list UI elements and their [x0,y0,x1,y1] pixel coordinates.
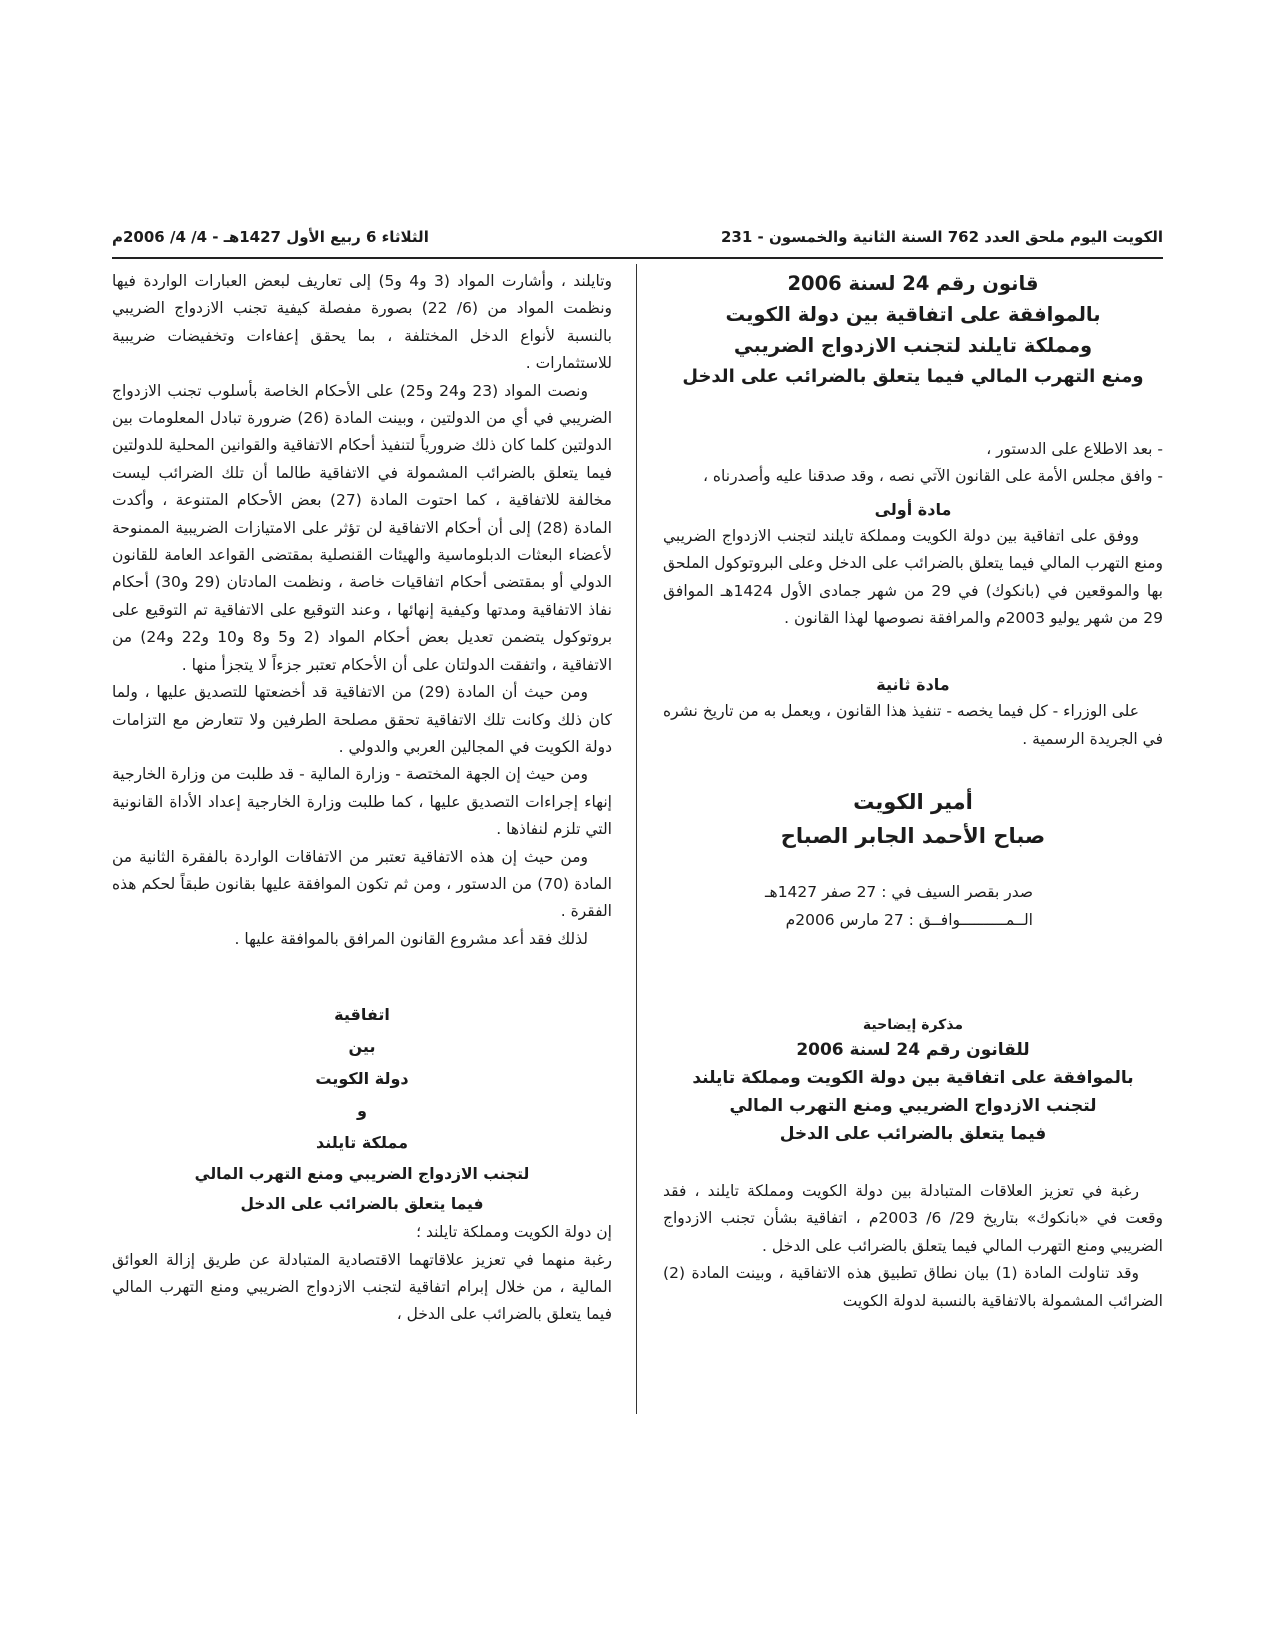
memo-paragraph: رغبة في تعزيز العلاقات المتبادلة بين دولة الكويت ومملكة تايلند ، فقد وقعت في «بانكوك» بتاريخ 29/ 6/ 2003م ، اتفاقية بشأن تجنب الازدواج الضريبي ومنع التهرب المالي فيما يتعلق بالضرائب على الدخل . [663,1182,1164,1255]
agreement-title-line: مملكة تايلند [315,1133,409,1153]
memo-paragraph: ومن حيث إن الجهة المختصة - وزارة المالية - قد طلبت من وزارة الخارجية إنهاء إجراءات التصديق عليها ، كما طلبت وزارة الخارجية إعداد الأداة القانونية التي تلزم لنفاذها . [112,765,612,839]
agreement-intro: رغبة منهما في تعزيز علاقاتهما الاقتصادية المتبادلة عن طريق إزالة العوائق المالية ، من خلال إبرام اتفاقية لتجنب الازدواج الضريبي ومنع التهرب المالي فيما يتعلق بالضرائب على الدخل ، [112,1250,612,1324]
agreement-title-line: بين [348,1037,376,1057]
memo-paragraph: ومن حيث أن المادة (29) من الاتفاقية قد أخضعتها للتصديق عليها ، ولما كان ذلك وكانت تلك الاتفاقية تحقق مصلحة الطرفين ولا تتعارض مع التزامات دولة الكويت في المجالين العربي والدولي . [112,683,612,756]
signature-name: صباح الأحمد الجابر الصباح [780,824,1046,849]
agreement-title-line: دولة الكويت [315,1069,409,1089]
issued-gregorian-date: الــمــــــــــوافــق : 27 مارس 2006م [785,910,1033,929]
issued-place-date: صدر بقصر السيف في : 27 صفر 1427هـ [764,883,1033,902]
memo-title: للقانون رقم 24 لسنة 2006 [796,1040,1030,1061]
agreement-title-line: و [357,1101,367,1121]
header-date: الثلاثاء 6 ربيع الأول 1427هـ - 4/ 4/ 2006م [112,228,429,246]
memo-paragraph: ونصت المواد (23 و24 و25) على الأحكام الخاصة بأسلوب تجنب الازدواج الضريبي في أي من الدولتين ، وبينت المادة (26) ضرورة تبادل المعلومات بين الدولتين كلما كان ذلك ضرورياً لتنفيذ أحكام الاتفاقية والقوانين المحلية للدولتين فيما يتعلق بالضرائب المشمولة في الاتفاقية طالما أن تلك الضرائب ليست مخالفة للاتفاقية ، كما احتوت المادة (27) بعض الأحكام المتنوعة ، وأكدت المادة (28) إلى أن أحكام الاتفاقية لن تؤثر على الامتيازات الضريبية الممنوحة لأعضاء البعثات الدبلوماسية والهيئات القنصلية بمقتضى القواعد العامة للقانون الدولي أو بمقتضى أحكام اتفاقيات خاصة ، ونظمت المادتان (29 و30) أحكام نفاذ الاتفاقية ومدتها وكيفية إنهائها ، وعند التوقيع على الاتفاقية تم التوقيع على بروتوكول يتضمن تعديل بعض أحكام المواد (2 و5 و8 و10 و22 و24) من الاتفاقية ، واتفقت الدولتان على أن الأحكام تعتبر جزءاً لا يتجزأ منها . [112,381,613,674]
law-subtitle-line: بالموافقة على اتفاقية بين دولة الكويت [725,303,1101,326]
memo-paragraph: وقد تناولت المادة (1) بيان نطاق تطبيق هذه الاتفاقية ، وبينت المادة (2) الضرائب المشمولة بالاتفاقية بالنسبة لدولة الكويت [663,1264,1163,1310]
article-text: على الوزراء - كل فيما يخصه - تنفيذ هذا القانون ، ويعمل به من تاريخ نشره في الجريدة الرسمية . [663,702,1163,748]
agreement-subtitle-line: فيما يتعلق بالضرائب على الدخل [240,1195,484,1214]
memo-paragraph: لذلك فقد أعد مشروع القانون المرافق بالموافقة عليها . [234,929,588,948]
signature-title: أمير الكويت [853,790,973,815]
agreement-subtitle-line: لتجنب الازدواج الضريبي ومنع التهرب المالي [194,1165,530,1184]
header-divider [112,257,1163,259]
agreement-title-line: اتفاقية [334,1005,390,1025]
law-subtitle-line: ومنع التهرب المالي فيما يتعلق بالضرائب على الدخل [682,366,1144,387]
agreement-title [112,999,612,1219]
law-subtitle-line: ومملكة تايلند لتجنب الازدواج الضريبي [733,334,1093,357]
preamble-line: - وافق مجلس الأمة على القانون الآتي نصه ، وقد صدقنا عليه وأصدرناه ، [702,467,1163,486]
agreement-intro: إن دولة الكويت ومملكة تايلند ؛ [416,1223,612,1242]
article-text: ووفق على اتفاقية بين دولة الكويت ومملكة تايلند لتجنب الازدواج الضريبي ومنع التهرب المالي فيما يتعلق بالضرائب على الدخل وعلى البروتوكول الملحق بها والموقعين في (بانكوك) في 29 من شهر جمادى الأول 1424هـ الموافق 29 من شهر يوليو 2003م والمرافقة نصوصها لهذا القانون . [663,526,1163,628]
left-column [112,268,612,1329]
article-heading: مادة ثانية [876,675,950,695]
preamble-line: - بعد الاطلاع على الدستور ، [986,440,1163,458]
memo-subtitle-line: بالموافقة على اتفاقية بين دولة الكويت ومملكة تايلند [692,1068,1134,1089]
memo-paragraph: وتايلند ، وأشارت المواد (3 و4 و5) إلى تعاريف لبعض العبارات الواردة فيها ونظمت المواد من (6/ 22) بصورة مفصلة كيفية تجنب الازدواج الضريبي بالنسبة لأنواع الدخل المختلفة ، بما يحقق إعفاءات وتخفيضات ضريبية للاستثمارات . [112,272,612,373]
right-column [663,268,1163,1315]
header-issue-info: الكويت اليوم ملحق العدد 762 السنة الثانية والخمسون - 231 [721,228,1163,246]
memo-heading: مذكرة إيضاحية [862,1017,964,1034]
article-heading: مادة أولى [874,499,952,519]
memo-subtitle-line: فيما يتعلق بالضرائب على الدخل [779,1124,1047,1145]
column-divider [636,264,637,1414]
law-title: قانون رقم 24 لسنة 2006 [787,272,1039,295]
memo-subtitle-line: لتجنب الازدواج الضريبي ومنع التهرب المالي [729,1096,1097,1117]
memo-paragraph: ومن حيث إن هذه الاتفاقية تعتبر من الاتفاقات الواردة بالفقرة الثانية من المادة (70) من الدستور ، ومن ثم تكون الموافقة عليها بقانون طبقاً لحكم هذه الفقرة . [112,847,612,921]
